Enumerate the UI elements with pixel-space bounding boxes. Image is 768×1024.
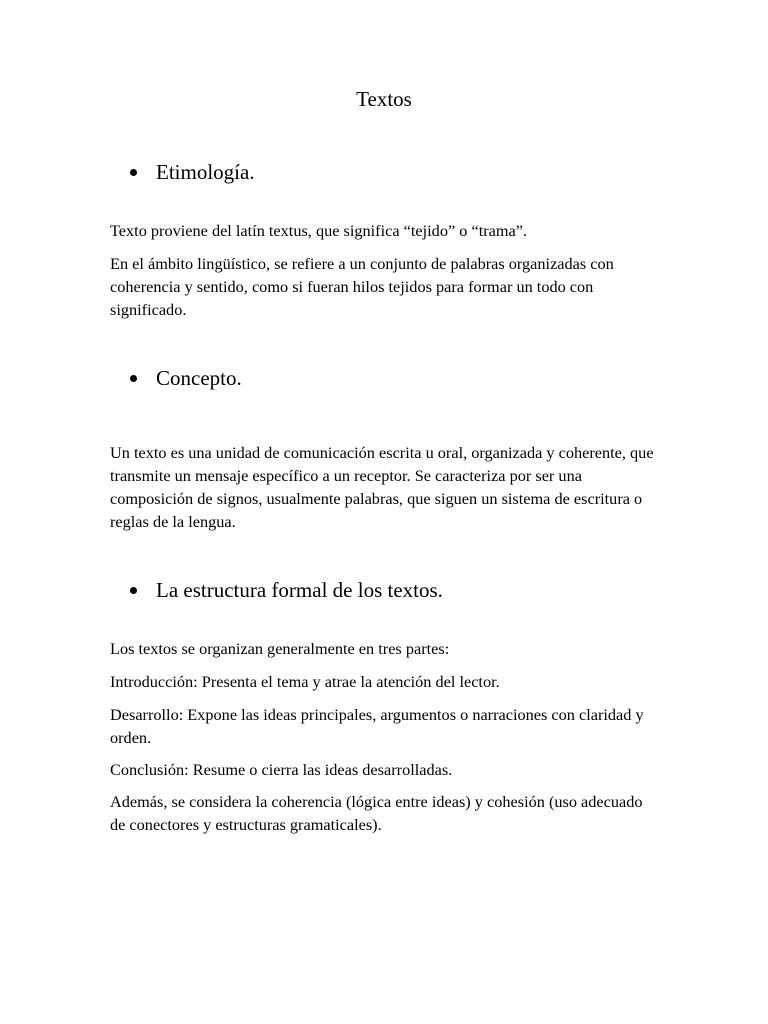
paragraph: Además, se considera la coherencia (lógica entre ideas) y cohesión (uso adecuado de conectores y estructuras gramaticales).: [110, 792, 643, 834]
paragraph: En el ámbito lingüístico, se refiere a un conjunto de palabras organizadas con coherencia y sentido, como si fueran hilos tejidos para formar un todo con significado.: [110, 254, 614, 319]
section-heading-concepto: [110, 364, 242, 392]
section-heading-etimologia: [110, 158, 255, 186]
paragraph: Conclusión: Resume o cierra las ideas desarrolladas.: [110, 760, 453, 779]
bullet-icon: [110, 158, 156, 186]
paragraph: Texto proviene del latín textus, que significa “tejido” o “trama”.: [110, 221, 528, 240]
paragraph: Introducción: Presenta el tema y atrae la atención del lector.: [110, 672, 500, 691]
section-heading-text: Etimología.: [156, 160, 255, 184]
section-heading-text: Concepto.: [156, 366, 242, 390]
bullet-icon: [110, 364, 156, 392]
paragraph: Un texto es una unidad de comunicación escrita u oral, organizada y coherente, que transmite un mensaje específico a un receptor. Se caracteriza por ser una composición de signos, usualmente palabras, que siguen un sistema de escritura o reglas de la lengua.: [110, 443, 654, 531]
section-heading-text: La estructura formal de los textos.: [156, 578, 443, 602]
paragraph: Los textos se organizan generalmente en tres partes:: [110, 639, 450, 658]
section-heading-estructura: [110, 576, 443, 604]
bullet-icon: [110, 576, 156, 604]
document-title: Textos: [356, 87, 412, 111]
paragraph: Desarrollo: Expone las ideas principales, argumentos o narraciones con claridad y orden.: [110, 705, 644, 747]
